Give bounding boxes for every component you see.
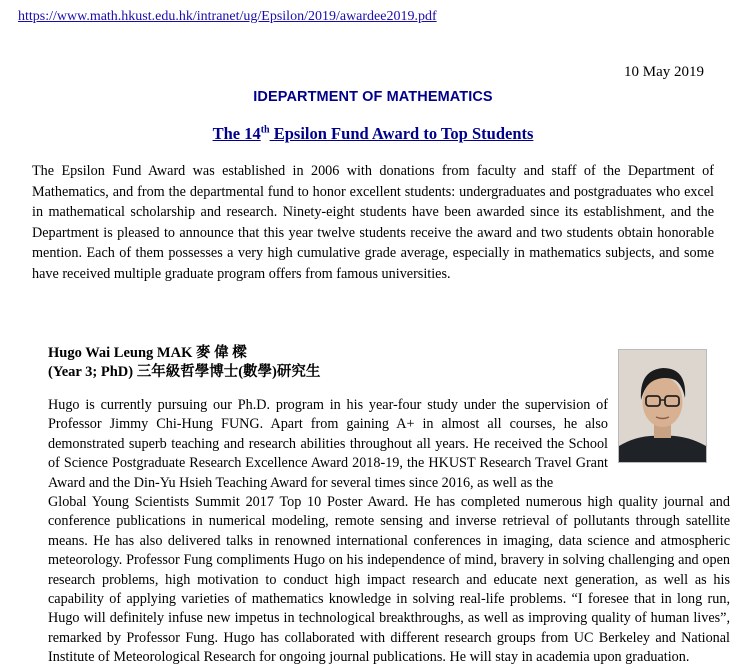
award-title-ordinal: th (260, 124, 270, 136)
award-title-rest: Epsilon Fund Award to Top Students (269, 124, 534, 143)
awardee-year: (Year 3; PhD) 三年級哲學博士(數學)研究生 (48, 364, 321, 380)
department-heading: IDEPARTMENT OF MATHEMATICS (253, 89, 493, 105)
award-title (0, 124, 746, 144)
awardee-bio-part1: Hugo is currently pursuing our Ph.D. program in his year-four study under the supervision of Professor Jimmy Chi-Hung FUNG. Apart from gaining A+ in almost all courses, he also demonstrated superb teaching and research abilities throughout all years. He received the School of Science Postgraduate Research Excellence Award 2018-19, the HKUST Research Travel Grant Award and the Din-Yu Hsieh Teaching Award for several times since 2016, as well as the (48, 397, 608, 491)
document-date: 10 May 2019 (624, 64, 704, 80)
portrait-graphic (619, 350, 706, 462)
source-url-link[interactable]: https://www.math.hkust.edu.hk/intranet/ug/Epsilon/2019/awardee2019.pdf (18, 9, 437, 24)
awardee-bio-part2: Global Young Scientists Summit 2017 Top 10 Poster Award. He has completed numerous high quality journal and conference publications in numerical modeling, remote sensing and inverse retrieval of pollutants through satellite means. He has also delivered talks in renowned international conferences in imaging, data science and atmospheric meteorology. Professor Fung compliments Hugo on his independence of mind, bravery in solving challenging and open research problems, high motivation to conduct high impact research and educate next generation, as well as his capability of applying varieties of mathematics knowledge in solving real-life problems. “I foresee that in long run, Hugo will definitely infuse new impetus in technological breakthroughs, as well as improving quality of human lives”, remarked by Professor Fung. Hugo has collaborated with different research groups from UC Berkeley and National Institute of Meteorological Research for ongoing journal publications. He will stay in academia upon graduation. (48, 494, 730, 666)
intro-paragraph: The Epsilon Fund Award was established in 2006 with donations from faculty and staff of the Department of Mathematics, and from the departmental fund to honor excellent students: undergraduates and postgraduates who excel in mathematical scholarship and research. Ninety-eight students have been awarded since its establishment, and the Department is pleased to announce that this year twelve students receive the award and two students obtain honorable mention. Each of them possesses a very high cumulative grade average, especially in mathematics subjects, and some have received multiple graduate program offers from famous universities. (32, 163, 714, 282)
awardee-name: Hugo Wai Leung MAK 麥 偉 樑 (48, 345, 247, 361)
award-title-prefix: The 14 (212, 124, 261, 143)
awardee-photo (618, 349, 707, 463)
